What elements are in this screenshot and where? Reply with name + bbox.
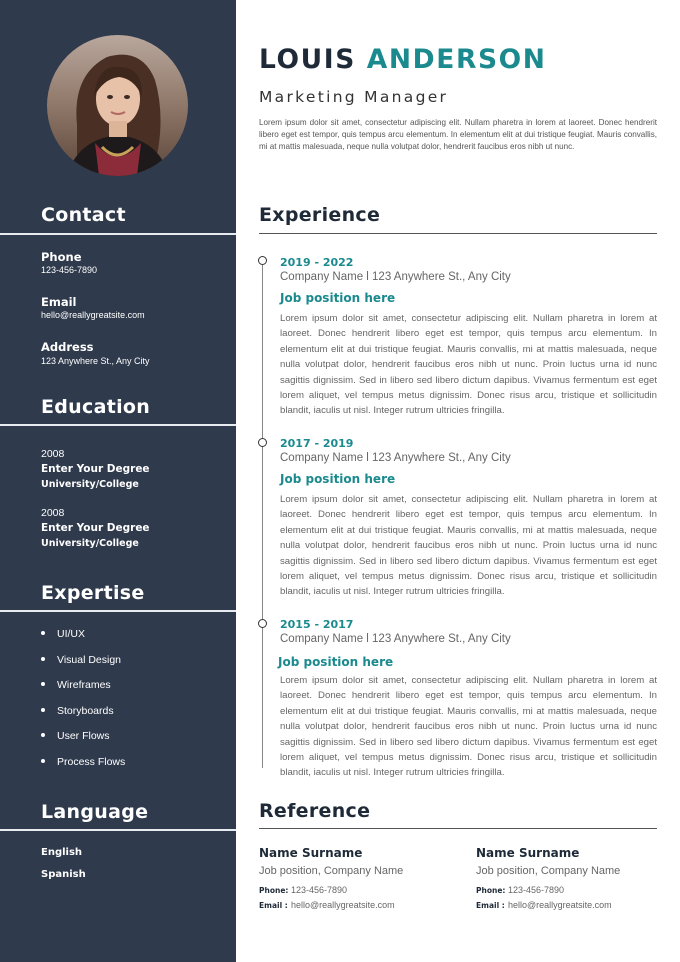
job-company: Company Name l 123 Anywhere St., Any City [280,452,511,464]
language-divider [0,829,236,831]
job-title: Marketing Manager [259,88,449,106]
education-degree: Enter Your Degree [41,463,150,475]
intro-paragraph: Lorem ipsum dolor sit amet, consectetur adipiscing elit. Nullam pharetra in lorem at laoreet. Donec hendrerit libero eget est tempor, quis tempus arcu elementum. In elementum elit at dui tristique feugiat. Mauris convallis, mi at mattis malesuada, neque nulla volutpat dolor, hendrerit faucibus eros nibh ut nunc. [259,118,657,152]
expertise-item-label: Wireframes [57,679,111,691]
address-label: Address [41,340,94,354]
expertise-item [41,756,125,768]
reference-job: Job position, Company Name [476,865,621,877]
education-divider [0,424,236,426]
timeline-dot-icon [258,619,267,628]
timeline-line [262,262,263,768]
job-years: 2019 - 2022 [280,256,354,269]
job-company: Company Name l 123 Anywhere St., Any City [280,633,511,645]
reference-phone [259,885,449,895]
education-school: University/College [41,538,139,549]
reference-card [476,846,666,910]
bullet-icon [41,733,45,737]
job-position: Job position here [280,291,396,305]
expertise-item-label: Visual Design [57,654,122,666]
expertise-item [41,730,110,742]
bullet-icon [41,657,45,661]
last-name: ANDERSON [366,44,547,75]
email-value: hello@reallygreatsite.com [41,310,145,320]
reference-card [259,846,449,910]
bullet-icon [41,708,45,712]
job-description: Lorem ipsum dolor sit amet, consectetur adipiscing elit. Nullam pharetra in lorem at laoreet. Donec hendrerit libero eget est tempor, quis tempus arcu elementum. In elementum elit at dui tristique feugiat. Mauris convallis, mi at mattis malesuada, neque nulla volutpat dolor, hendrerit faucibus eros nibh ut nunc. Proin luctus urna id nunc sagittis dignissim. Sed in libero sed libero dictum dapibus. Vivamus fermentum est eget lorem aliquet, vel tempus metus dignissim. Donec risus arcu, tristique et sollicitudin blandit, iaculis ut nisl. Integer rutrum ultricies fringilla. [280,675,657,779]
timeline-dot-icon [258,256,267,265]
expertise-item-label: UI/UX [57,628,86,640]
reference-job: Job position, Company Name [259,865,404,877]
language-item: Spanish [41,869,86,880]
profile-photo [47,35,188,176]
reference-email [476,900,666,910]
expertise-heading: Expertise [41,582,145,604]
expertise-item [41,654,121,666]
bullet-icon [41,759,45,763]
job-position: Job position here [280,472,396,486]
education-school: University/College [41,479,139,490]
expertise-item-label: User Flows [57,730,110,742]
timeline-dot-icon [258,438,267,447]
expertise-item-label: Process Flows [57,756,126,768]
bullet-icon [41,682,45,686]
reference-name: Name Surname [476,846,580,860]
language-item: English [41,847,83,858]
full-name [259,44,547,75]
phone-label: Phone [41,250,82,264]
education-degree: Enter Your Degree [41,522,150,534]
email-label: Email [41,295,77,309]
reference-heading: Reference [259,800,371,822]
reference-divider [259,828,657,829]
reference-email [259,900,449,910]
language-heading: Language [41,801,149,823]
bullet-icon [41,631,45,635]
job-years: 2015 - 2017 [280,618,354,631]
job-position: Job position here [278,655,394,669]
experience-heading: Experience [259,204,381,226]
job-years: 2017 - 2019 [280,437,354,450]
job-description: Lorem ipsum dolor sit amet, consectetur adipiscing elit. Nullam pharetra in lorem at laoreet. Donec hendrerit libero eget est tempor, quis tempus arcu elementum. In elementum elit at dui tristique feugiat. Mauris convallis, mi at mattis malesuada, neque nulla volutpat dolor, hendrerit faucibus eros nibh ut nunc. Proin luctus urna id nunc sagittis dignissim. Sed in libero sed libero dictum dapibus. Vivamus fermentum est eget lorem aliquet, vel tempus metus dignissim. Donec risus arcu, tristique et sollicitudin blandit, iaculis ut nisl. Integer rutrum ultricies fringilla. [280,494,657,598]
expertise-divider [0,610,236,612]
reference-email-label: Email : [476,901,505,910]
education-year: 2008 [41,448,65,460]
experience-divider [259,233,657,234]
reference-phone-label: Phone: [476,886,506,895]
job-description: Lorem ipsum dolor sit amet, consectetur adipiscing elit. Nullam pharetra in lorem at laoreet. Donec hendrerit libero eget est tempor, quis tempus arcu elementum. In elementum elit at dui tristique feugiat. Mauris convallis, mi at mattis malesuada, neque nulla volutpat dolor, hendrerit faucibus eros nibh ut nunc. Proin luctus urna id nunc sagittis dignissim. Sed in libero sed libero dictum dapibus. Vivamus fermentum est eget lorem aliquet, vel tempus metus dignissim. Donec risus arcu, tristique et sollicitudin blandit, iaculis ut nisl. Integer rutrum ultricies fringilla. [280,313,657,417]
reference-phone [476,885,666,895]
job-company: Company Name l 123 Anywhere St., Any City [280,271,511,283]
address-value: 123 Anywhere St., Any City [41,356,150,366]
reference-name: Name Surname [259,846,363,860]
expertise-item [41,705,114,717]
contact-heading: Contact [41,204,126,226]
reference-email-value: hello@reallygreatsite.com [508,900,612,910]
reference-email-label: Email : [259,901,288,910]
contact-divider [0,233,236,235]
expertise-item-label: Storyboards [57,705,114,717]
expertise-item [41,628,85,640]
expertise-item [41,679,111,691]
education-year: 2008 [41,507,65,519]
phone-value: 123-456-7890 [41,265,98,275]
first-name: LOUIS [259,44,356,75]
reference-phone-label: Phone: [259,886,289,895]
education-heading: Education [41,396,151,418]
sidebar [0,0,236,962]
reference-email-value: hello@reallygreatsite.com [291,900,395,910]
reference-phone-value: 123-456-7890 [508,885,565,895]
reference-phone-value: 123-456-7890 [291,885,348,895]
